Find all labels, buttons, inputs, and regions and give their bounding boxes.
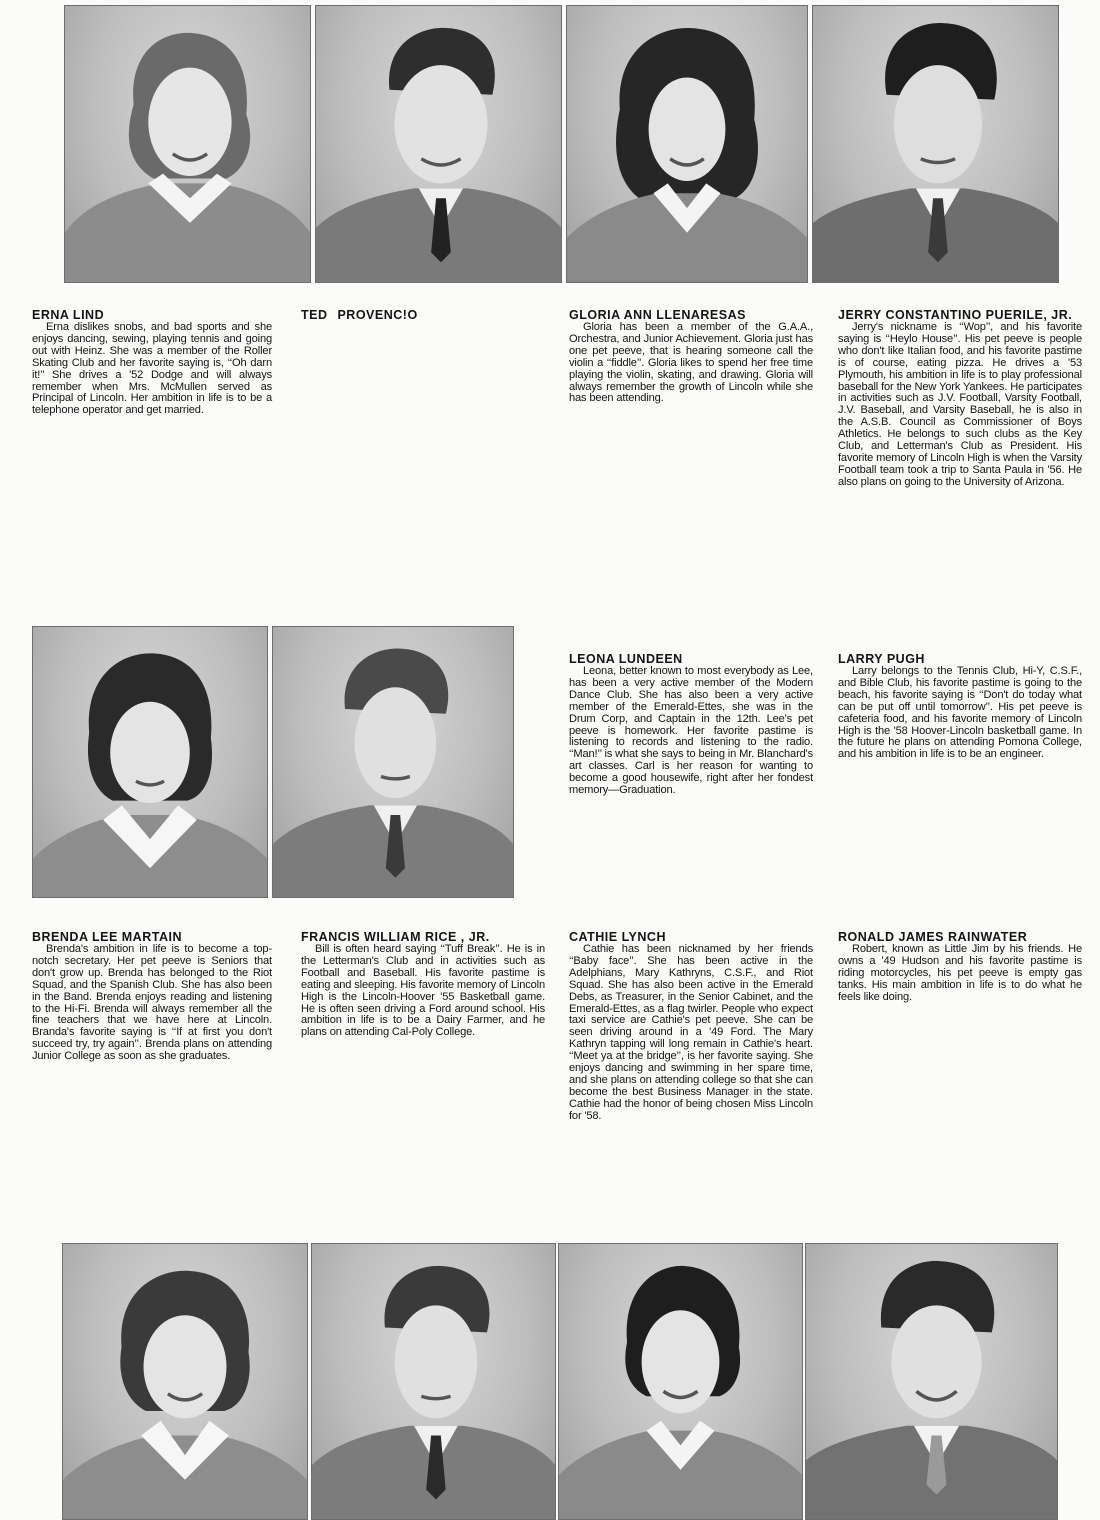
- senior-name: ERNA LIND: [32, 308, 105, 322]
- senior-entry: [569, 652, 813, 797]
- senior-bio: Gloria has been a member of the G.A.A., Orchestra, and Junior Achievement. Gloria just has one pet peeve, that is hearing someone call the violin a ‘‘fiddle’’. Gloria likes to spend her free time playing the violin, skating, and drawing. Gloria will always remember the growth of Lincoln while she has been attending.: [569, 321, 813, 405]
- senior-bio: Larry belongs to the Tennis Club, Hi-Y, C.S.F., and Bible Club, his favorite pastime is going to the beach, his favorite saying is ‘‘Don't do today what can be put off until tomorrow’’. His pet peeve is cafeteria food, and his favorite memory of Lincoln High is the '58 Hoover-Lincoln basketball game. In the future he plans on attending Pomona College, and his ambition in life is to be an engineer.: [838, 665, 1082, 761]
- portrait-photo-boy-row4-c: [805, 1243, 1058, 1520]
- senior-entry: [569, 308, 813, 405]
- senior-entry: [301, 930, 545, 1039]
- senior-entry: [838, 308, 1082, 489]
- portrait-photo-jerry-puerile: [812, 5, 1059, 283]
- portrait-boy-icon: [312, 1244, 555, 1519]
- senior-entry: [32, 930, 272, 1063]
- portrait-photo-francis-rice: [272, 626, 514, 898]
- senior-name: FRANCIS WILLIAM RICE , JR.: [301, 930, 490, 944]
- portrait-photo-cathie-lynch-row: [62, 1243, 308, 1520]
- senior-bio: Robert, known as Little Jim by his friends. He owns a '49 Hudson and his favorite pastime is riding motorcycles, his pet peeve is empty gas tanks. His main ambition in life is to do what he feels like doing.: [838, 943, 1082, 1003]
- portrait-photo-erna-lind: [64, 5, 311, 283]
- senior-name: LEONA LUNDEEN: [569, 652, 683, 666]
- senior-bio: Jerry's nickname is ‘‘Wop’’, and his favorite saying is ‘‘Heylo House’’. His pet peeve is people who don't like Italian food, and his favorite pastime is of course, eating pizza. He drives a '53 Plymouth, his ambition in life is to play professional baseball for the New York Yankees. He participates in activities such as J.V. Football, Varsity Football, J.V. Baseball, and Varsity Baseball, he is also in the A.S.B. Council as Commissioner of Boys Athletics. He belongs to such clubs as the Key Club, and Letterman's Club as President. His favorite memory of Lincoln High is when the Varsity Football team took a trip to Santa Paula in '56. He also plans on going to the University of Arizona.: [838, 321, 1082, 488]
- senior-entry: [301, 308, 541, 322]
- senior-entry: [838, 930, 1082, 1004]
- senior-name: LARRY PUGH: [838, 652, 925, 666]
- senior-entry: [569, 930, 813, 1123]
- portrait-boy-icon: [316, 6, 561, 282]
- senior-name: CATHIE LYNCH: [569, 930, 666, 944]
- portrait-photo-gloria-ann-llenaresas: [566, 5, 808, 283]
- portrait-boy-icon: [273, 627, 513, 897]
- portrait-girl-icon: [559, 1244, 802, 1519]
- senior-entry: [838, 652, 1082, 761]
- portrait-photo-brenda-martain: [32, 626, 268, 898]
- portrait-boy-icon: [813, 6, 1058, 282]
- portrait-girl-icon: [65, 6, 310, 282]
- portrait-girl-icon: [63, 1244, 307, 1519]
- portrait-photo-ted-provencio: [315, 5, 562, 283]
- senior-entry: [32, 308, 272, 417]
- senior-bio: Leona, better known to most everybody as Lee, has been a very active member of the Modern Dance Club. She has also been a very active member of the Emerald-Ettes, she was in the Drum Corp, and Captain in the 12th. Lee's pet peeve is homework. Her favorite pastime is listening to records and listening to the radio. ‘‘Man!’’ is what she says to being in Mr. Blanchard's art classes. Carl is her reason for wanting to become a good housewife, right after her fondest memory—Graduation.: [569, 665, 813, 797]
- senior-name: BRENDA LEE MARTAIN: [32, 930, 182, 944]
- senior-name: TED PROVENC!O: [301, 308, 418, 322]
- senior-bio: Cathie has been nicknamed by her friends ‘‘Baby face’’. She has been active in the Adelphians, Mary Kathryns, C.S.F., and Riot Squad. She has also been active in the Emerald Debs, as Treasurer, in the Senior Cabinet, and the Emerald-Ettes, as a flag twirler. People who expect taxi service are Cathie's pet peeve. She can be seen driving around in a '49 Ford. The Mary Kathryn tapping will long remain in Cathie's heart. ‘‘Meet ya at the bridge’’, is her favorite saying. She enjoys dancing and swimming in her spare time, and she plans on attending college so that she can become the best Business Manager in the state. Cathie had the honor of being chosen Miss Lincoln for '58.: [569, 943, 813, 1122]
- senior-name: JERRY CONSTANTINO PUERILE, JR.: [838, 308, 1073, 322]
- senior-name: RONALD JAMES RAINWATER: [838, 930, 1028, 944]
- senior-bio: Brenda's ambition in life is to become a top-notch secretary. Her pet peeve is Seniors that don't grow up. Brenda has belonged to the Riot Squad, and the Spanish Club. She has also been in the Band. Brenda enjoys reading and listening to the Hi-Fi. Brenda will always remember all the fine teachers that we have here at Lincoln. Branda's favorite saying is ‘‘If at first you don't succeed try, try again’’. Brenda plans on attending Junior College as soon as she graduates.: [32, 943, 272, 1063]
- senior-bio: Erna dislikes snobs, and bad sports and she enjoys dancing, sewing, playing tennis and going out with Heinz. She was a member of the Roller Skating Club and her favorite saying is, ‘‘Oh darn it!’’ She drives a '52 Dodge and will always remember when Mrs. McMullen served as Principal of Lincoln. Her ambition in life is to be a telephone operator and get married.: [32, 321, 272, 417]
- senior-bio: Bill is often heard saying ‘‘Tuff Break’’. He is in the Letterman's Club and in activities such as Football and Baseball. His favorite pastime is eating and sleeping. His favorite memory of Lincoln High is the Lincoln-Hoover '55 Basketball game. He is often seen driving a Ford around school. His ambition in life is to be a Dairy Farmer, and he plans on attending Cal-Poly College.: [301, 943, 545, 1039]
- portrait-photo-boy-row4-a: [311, 1243, 556, 1520]
- portrait-boy-icon: [806, 1244, 1057, 1519]
- portrait-girl-icon: [33, 627, 267, 897]
- portrait-photo-girl-row4-b: [558, 1243, 803, 1520]
- senior-name: GLORIA ANN LLENARESAS: [569, 308, 746, 322]
- portrait-girl-icon: [567, 6, 807, 282]
